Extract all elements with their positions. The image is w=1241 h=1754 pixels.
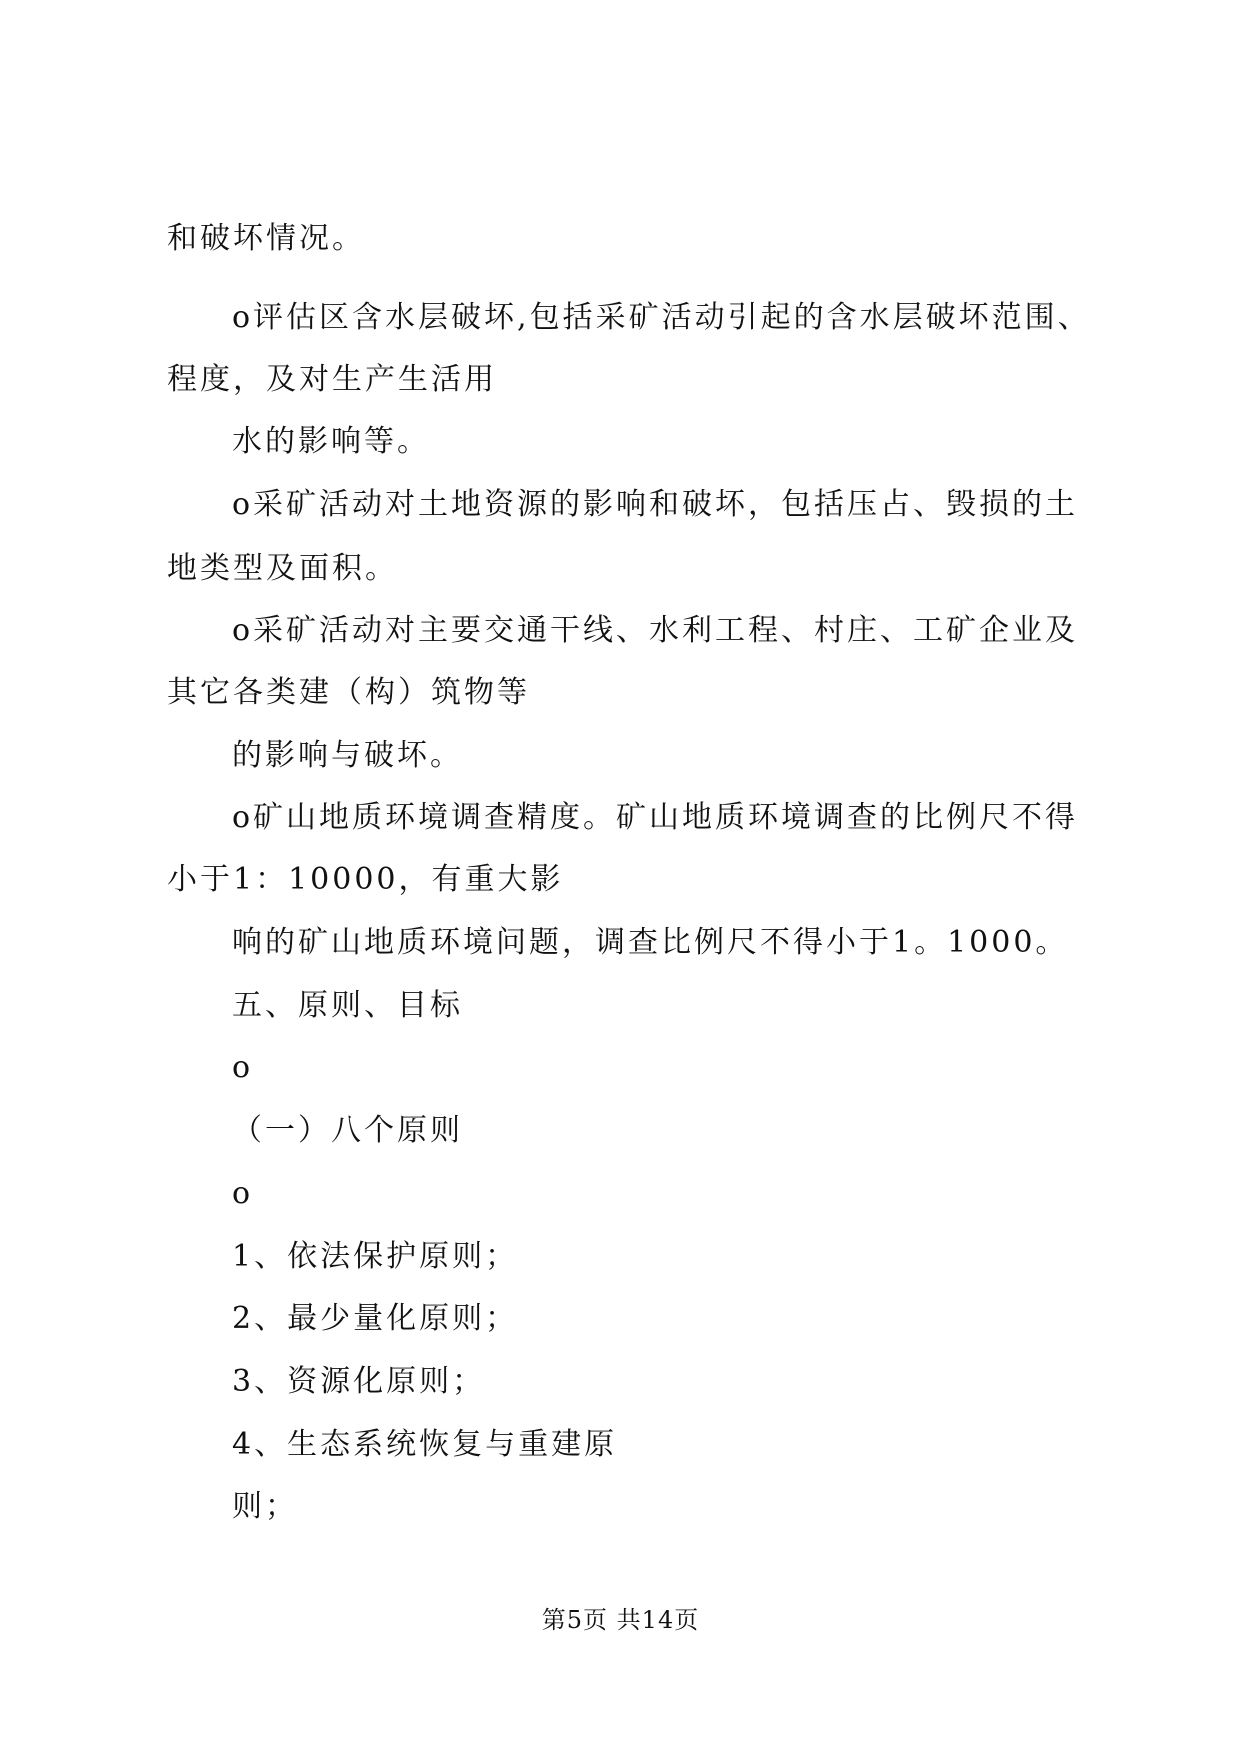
text-line: o采矿活动对土地资源的影响和破坏，包括压占、毁损的土 xyxy=(232,487,1079,522)
text-line: o xyxy=(232,1176,254,1211)
text-line: 和破坏情况。 xyxy=(167,221,365,256)
text-line: 地类型及面积。 xyxy=(167,551,398,586)
list-item: 4、生态系统恢复与重建原 xyxy=(232,1427,618,1462)
text-line: o评估区含水层破坏,包括采矿活动引起的含水层破坏范围、 xyxy=(232,300,1091,335)
page-number-footer: 第5页 共14页 xyxy=(541,1606,700,1634)
text-line: 其它各类建（构）筑物等 xyxy=(167,675,530,710)
subsection-heading: （一）八个原则 xyxy=(232,1113,463,1148)
list-item: 则； xyxy=(232,1489,298,1524)
text-line: 程度，及对生产生活用 xyxy=(167,362,497,397)
text-line: o采矿活动对主要交通干线、水利工程、村庄、工矿企业及 xyxy=(232,613,1079,648)
list-item: 2、最少量化原则； xyxy=(232,1301,519,1336)
list-item: 3、资源化原则； xyxy=(232,1364,486,1399)
text-line: o xyxy=(232,1050,254,1085)
text-line: 水的影响等。 xyxy=(232,424,430,459)
text-line: o矿山地质环境调查精度。矿山地质环境调查的比例尺不得 xyxy=(232,800,1079,835)
list-item: 1、依法保护原则； xyxy=(232,1239,519,1274)
text-line: 小于1：10000，有重大影 xyxy=(167,862,564,897)
text-line: 响的矿山地质环境问题，调查比例尺不得小于1。1000。 xyxy=(232,925,1069,960)
text-line: 的影响与破坏。 xyxy=(232,738,463,773)
section-heading: 五、原则、目标 xyxy=(232,988,463,1023)
